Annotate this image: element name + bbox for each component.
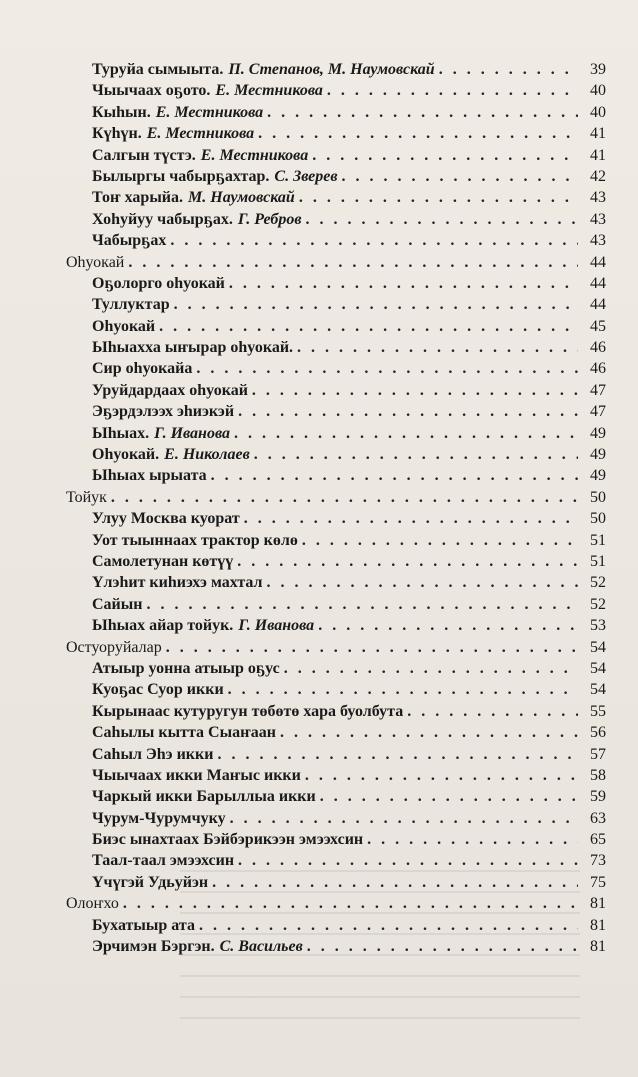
toc-title: Тойук [66, 488, 107, 506]
toc-leader-dots [238, 850, 578, 871]
toc-entry-row [66, 615, 606, 636]
toc-page-number: 50 [590, 488, 606, 506]
toc-leader-dots [111, 487, 578, 508]
toc-leader-dots [159, 316, 578, 337]
toc-leader-dots [174, 294, 578, 315]
toc-section-row [66, 637, 606, 658]
table-of-contents [66, 59, 606, 957]
toc-page-number: 57 [590, 745, 606, 763]
toc-leader-dots [146, 594, 578, 615]
toc-page-number: 81 [590, 895, 606, 913]
toc-page-number: 39 [590, 61, 606, 78]
toc-title: Ыһыах айар тойук. [92, 617, 234, 635]
toc-leader-dots [306, 209, 578, 230]
toc-title: Ыһыах ырыата [92, 467, 207, 485]
toc-author: Е. Местникова [146, 125, 255, 143]
toc-page-number: 51 [590, 531, 606, 549]
toc-title: Кырынаас кутуругун төбөтө хара буолбута [92, 702, 404, 720]
toc-page-number: 49 [590, 424, 606, 442]
toc-entry-row [66, 850, 606, 871]
toc-author: Е. Местникова [200, 146, 309, 164]
toc-page-number: 49 [590, 446, 606, 464]
toc-title: Сир оһуокайа [92, 360, 193, 378]
toc-leader-dots [166, 637, 578, 658]
toc-title: Бухатыыр ата [92, 916, 195, 934]
toc-page-number: 40 [590, 103, 606, 121]
toc-author: Е. Местникова [215, 82, 323, 100]
toc-title: Саһыл Эһэ икки [92, 745, 214, 763]
toc-entry-row [66, 744, 606, 765]
toc-title: Туруйа сымыыта. [92, 61, 224, 78]
toc-page-number: 41 [590, 125, 606, 143]
toc-leader-dots [407, 701, 578, 722]
toc-title: Эрчимэн Бэргэн. [92, 938, 215, 956]
toc-leader-dots [367, 829, 578, 850]
toc-title: Куоҕас Суор икки [92, 681, 224, 699]
toc-page-number: 44 [590, 253, 606, 271]
toc-page-number: 54 [590, 659, 606, 677]
toc-leader-dots [439, 59, 578, 80]
toc-entry-row [66, 80, 606, 101]
toc-entry-row [66, 423, 606, 444]
toc-title: Ыһыах. [92, 424, 150, 442]
toc-page-number: 43 [590, 210, 606, 228]
toc-entry-row [66, 187, 606, 208]
toc-entry-row [66, 358, 606, 379]
toc-entry-row [66, 722, 606, 743]
toc-entry-row [66, 316, 606, 337]
toc-leader-dots [229, 273, 578, 294]
toc-title: Атыыр уонна атыыр оҕус [92, 659, 280, 677]
toc-leader-dots [211, 465, 578, 486]
toc-leader-dots [237, 551, 578, 572]
toc-page-number: 55 [590, 702, 606, 720]
toc-author: Г. Иванова [238, 617, 315, 635]
toc-page-number: 54 [590, 638, 606, 656]
toc-entry-row [66, 102, 606, 123]
toc-leader-dots [230, 808, 578, 829]
toc-entry-row [66, 294, 606, 315]
toc-title: Күһүн. [92, 125, 142, 143]
toc-section-row [66, 252, 606, 273]
toc-title: Оһуокай [92, 317, 156, 335]
toc-entry-row [66, 166, 606, 187]
toc-leader-dots [320, 786, 578, 807]
toc-author: С. Зверев [274, 167, 338, 185]
toc-leader-dots [299, 187, 578, 208]
toc-author: Г. Ребров [237, 210, 302, 228]
toc-title: Уруйдардаах оһуокай [92, 381, 248, 399]
toc-title: Таал-таал эмээхсин [92, 852, 235, 870]
toc-page-number: 54 [590, 681, 606, 699]
toc-leader-dots [170, 230, 578, 251]
toc-title: Оһуокай. [92, 446, 160, 464]
toc-author: П. Степанов, М. Наумовскай [228, 61, 435, 78]
toc-title: Улуу Москва куорат [92, 510, 240, 528]
toc-entry-row [66, 829, 606, 850]
toc-page-number: 52 [590, 595, 606, 613]
toc-leader-dots [228, 679, 578, 700]
toc-title: Тоҥ харыйа. [92, 189, 184, 207]
toc-page-number: 45 [590, 317, 606, 335]
toc-entry-row [66, 594, 606, 615]
toc-leader-dots [267, 102, 578, 123]
toc-page-number: 51 [590, 552, 606, 570]
toc-title: Сайын [92, 595, 143, 613]
toc-entry-row [66, 765, 606, 786]
toc-entry-row [66, 808, 606, 829]
toc-entry-row [66, 786, 606, 807]
toc-title: Кыһын. [92, 103, 151, 121]
toc-page-number: 65 [590, 831, 606, 849]
toc-entry-row [66, 123, 606, 144]
toc-leader-dots [297, 337, 578, 358]
toc-title: Биэс ынахтаах Бэйбэрикээн эмээхсин [92, 831, 364, 849]
toc-title: Остуоруйалар [66, 638, 162, 656]
toc-leader-dots [312, 145, 578, 166]
toc-page-number: 47 [590, 403, 606, 421]
toc-leader-dots [234, 423, 578, 444]
toc-title: Чыычаах икки Маҥыс икки [92, 766, 301, 784]
toc-author: Е. Местникова [155, 103, 264, 121]
toc-page-number: 40 [590, 82, 606, 100]
bleed-through-text [180, 870, 580, 1020]
toc-leader-dots [302, 530, 578, 551]
toc-leader-dots [128, 252, 578, 273]
toc-entry-row [66, 444, 606, 465]
toc-entry-row [66, 230, 606, 251]
toc-author: С. Васильев [219, 938, 303, 956]
toc-title: Эҕэрдэлээх эһиэкэй [92, 403, 235, 421]
toc-entry-row [66, 508, 606, 529]
toc-title: Туллуктар [92, 296, 170, 314]
toc-page-number: 44 [590, 274, 606, 292]
toc-page-number: 63 [590, 809, 606, 827]
toc-entry-row [66, 701, 606, 722]
toc-section-row [66, 487, 606, 508]
toc-page-number: 46 [590, 339, 606, 357]
toc-page-number: 43 [590, 189, 606, 207]
toc-leader-dots [254, 444, 578, 465]
toc-title: Оҕолорго оһуокай [92, 274, 225, 292]
toc-page-number: 43 [590, 232, 606, 250]
toc-title: Ыһыахха ыҥырар оһуокай. [92, 339, 294, 357]
toc-page-number: 81 [590, 938, 606, 956]
toc-leader-dots [244, 508, 578, 529]
toc-page-number: 42 [590, 167, 606, 185]
toc-leader-dots [267, 572, 578, 593]
toc-page-number: 75 [590, 873, 606, 891]
toc-entry-row [66, 59, 606, 80]
toc-title: Чурум-Чурумчуку [92, 809, 226, 827]
toc-leader-dots [305, 765, 578, 786]
toc-title: Чабырҕах [92, 232, 167, 250]
toc-leader-dots [318, 615, 578, 636]
toc-title: Чаркый икки Барыллыа икки [92, 788, 316, 806]
toc-author: Е. Николаев [164, 446, 250, 464]
toc-entry-row [66, 380, 606, 401]
toc-title: Чыычаах оҕото. [92, 82, 211, 100]
toc-entry-row [66, 530, 606, 551]
toc-leader-dots [280, 722, 578, 743]
toc-author: М. Наумовскай [188, 189, 295, 207]
toc-leader-dots [284, 658, 578, 679]
toc-entry-row [66, 401, 606, 422]
toc-leader-dots [252, 380, 578, 401]
toc-entry-row [66, 209, 606, 230]
toc-leader-dots [327, 80, 578, 101]
toc-page-number: 73 [590, 852, 606, 870]
toc-entry-row [66, 145, 606, 166]
toc-page-number: 52 [590, 574, 606, 592]
toc-page-number: 50 [590, 510, 606, 528]
toc-leader-dots [258, 123, 578, 144]
toc-title: Былыргы чабырҕахтар. [92, 167, 270, 185]
toc-entry-row [66, 273, 606, 294]
toc-page-number: 49 [590, 467, 606, 485]
toc-page-number: 44 [590, 296, 606, 314]
toc-entry-row [66, 658, 606, 679]
toc-entry-row [66, 465, 606, 486]
toc-title: Олоҥхо [66, 895, 119, 913]
toc-page-number: 53 [590, 617, 606, 635]
toc-title: Салгын түстэ. [92, 146, 196, 164]
toc-title: Самолетунан көтүү [92, 552, 234, 570]
toc-leader-dots [196, 358, 578, 379]
toc-author: Г. Иванова [154, 424, 230, 442]
toc-entry-row [66, 572, 606, 593]
toc-entry-row [66, 679, 606, 700]
toc-page-number: 41 [590, 146, 606, 164]
toc-page-number: 46 [590, 360, 606, 378]
toc-entry-row [66, 551, 606, 572]
toc-leader-dots [238, 401, 578, 422]
toc-title: Саһылы кытта Сыаҥаан [92, 724, 276, 742]
toc-page-number: 58 [590, 766, 606, 784]
toc-title: Хоһуйуу чабырҕах. [92, 210, 233, 228]
toc-leader-dots [217, 744, 578, 765]
toc-title: Оһуокай [66, 253, 125, 271]
toc-leader-dots [342, 166, 578, 187]
toc-page-number: 59 [590, 788, 606, 806]
toc-page-number: 47 [590, 381, 606, 399]
toc-title: Үчүгэй Удьуйэн [92, 873, 209, 891]
toc-title: Үлэһит киһиэхэ махтал [92, 574, 263, 592]
toc-entry-row [66, 337, 606, 358]
toc-title: Уот тыыннаах трактор көлө [92, 531, 298, 549]
toc-page-number: 56 [590, 724, 606, 742]
toc-page-number: 81 [590, 916, 606, 934]
